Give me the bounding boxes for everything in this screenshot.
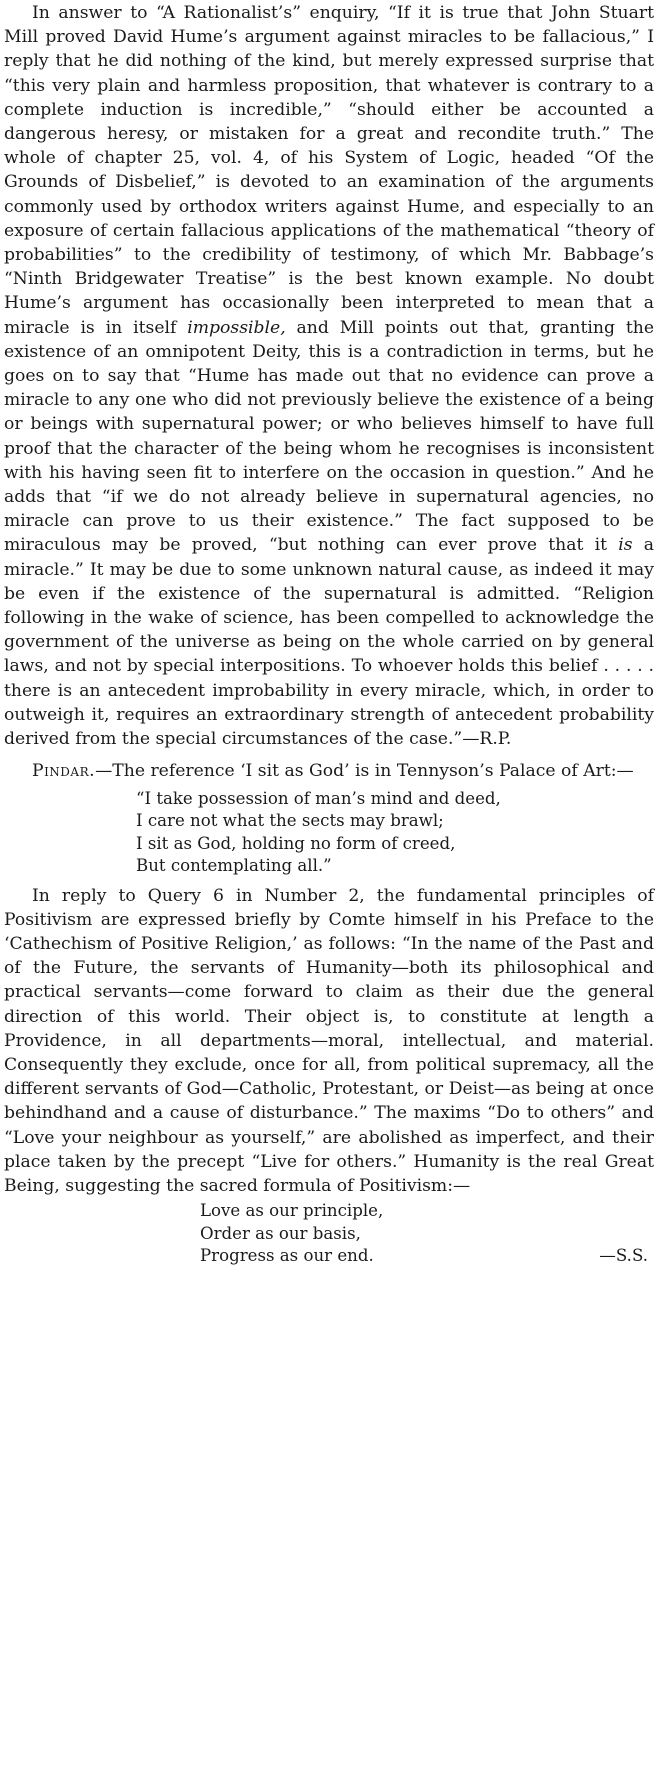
positivism-motto — [200, 1200, 654, 1268]
motto-line: Love as our principle, — [200, 1201, 384, 1221]
answer-text-part-3: a miracle.” It may be due to some unknown natural cause, as indeed it may be even if the existence of the supernatural is admitted. “Religion following in the wake of science, has been compelled to acknowledge the government of the universe as being on the whole carried on by general laws, and not by special interpositions. To whoever holds this belief . . . . . there is an antecedent improbability in every miracle, which, in order to outweigh it, requires an extraordinary strength of antecedent probability derived from the special circumstances of the case.”—R.P. — [4, 535, 654, 750]
verse-line: “I take possession of man’s mind and deed, — [136, 788, 501, 808]
motto-line: Progress as our end. — [200, 1246, 374, 1266]
verse-line: But contemplating all.” — [136, 856, 332, 875]
answer-text-part-2: and Mill points out that, granting the existence of an omnipotent Deity, this is a contradiction in terms, but he goes on to say that “Hume has made out that no evidence can prove a miracle to any one who did not previously believe the existence of a being or beings with supernatural power; or who believes himself to have full proof that the character of the being whom he recognises is inconsistent with his having seen fit to interfere on the occasion in question.” And he adds that “if we do not already believe in supernatural agencies, no miracle can prove to us their existence.” The fact supposed to be miraculous may be proved, “but nothing can ever prove that it — [4, 317, 655, 556]
positivism-text: In reply to Query 6 in Number 2, the fundamental principles of Positivism are expressed briefly by Comte himself in his Preface to the ‘Cathechism of Positive Religion,’ as follows: “In the name of the Past and of the Future, the servants of Humanity—both its philosophical and practical servants—come forward to claim as their due the general direction of this world. Their object is, to constitute at length a Providence, in all departments—moral, intellectual, and material. Consequently they exclude, once for all, from political supremacy, all the different servants of God—Catholic, Protestant, or Deist—as being at once behindhand and a cause of disturbance.” The maxims “Do to others” and “Love your neighbour as yourself,” are abolished as imperfect, and their place taken by the precept “Live for others.” Humanity is the real Great Being, suggesting the sacred formula of Positivism:— — [4, 885, 654, 1196]
pindar-paragraph — [4, 759, 654, 783]
verse-line: I care not what the sects may brawl; — [136, 811, 444, 830]
correspondent-name: Pindar. — [32, 761, 96, 782]
verse-line: I sit as God, holding no form of creed, — [136, 833, 456, 853]
positivism-paragraph — [4, 884, 654, 1199]
pindar-text: —The reference ‘I sit as God’ is in Tennyson’s Palace of Art:— — [95, 761, 634, 782]
motto-line: Order as our basis, — [200, 1223, 361, 1243]
newspaper-column — [4, 0, 654, 1268]
signature: —S.S. — [599, 1246, 648, 1266]
paragraph-gap — [4, 751, 654, 759]
answer-text-part-1: In answer to “A Rationalist’s” enquiry, “If it is true that John Stuart Mill proved David Hume’s argument against miracles to be fallacious,” I reply that he did nothing of the kind, but merely expressed surprise that “this very plain and harmless proposition, that whatever is contrary to a complete induction is incredible,” “should either be accounted a dangerous heresy, or mistaken for a great and recondite truth.” The whole of chapter 25, vol. 4, of his System of Logic, headed “Of the Grounds of Disbelief,” is devoted to an examination of the arguments commonly used by orthodox writers against Hume, and especially to an exposure of certain fallacious applications of the mathematical “theory of probabilities” to the credibility of testimony, of which Mr. Babbage’s “Ninth Bridgewater Treatise” is the best known example. No doubt Hume’s argument has occasionally been interpreted to mean that a miracle is in itself — [4, 3, 654, 338]
answer-emphasis-impossible: impossible, — [187, 317, 286, 338]
answer-emphasis-is: is — [618, 535, 633, 556]
tennyson-quotation — [136, 788, 654, 878]
answer-paragraph — [4, 0, 654, 751]
